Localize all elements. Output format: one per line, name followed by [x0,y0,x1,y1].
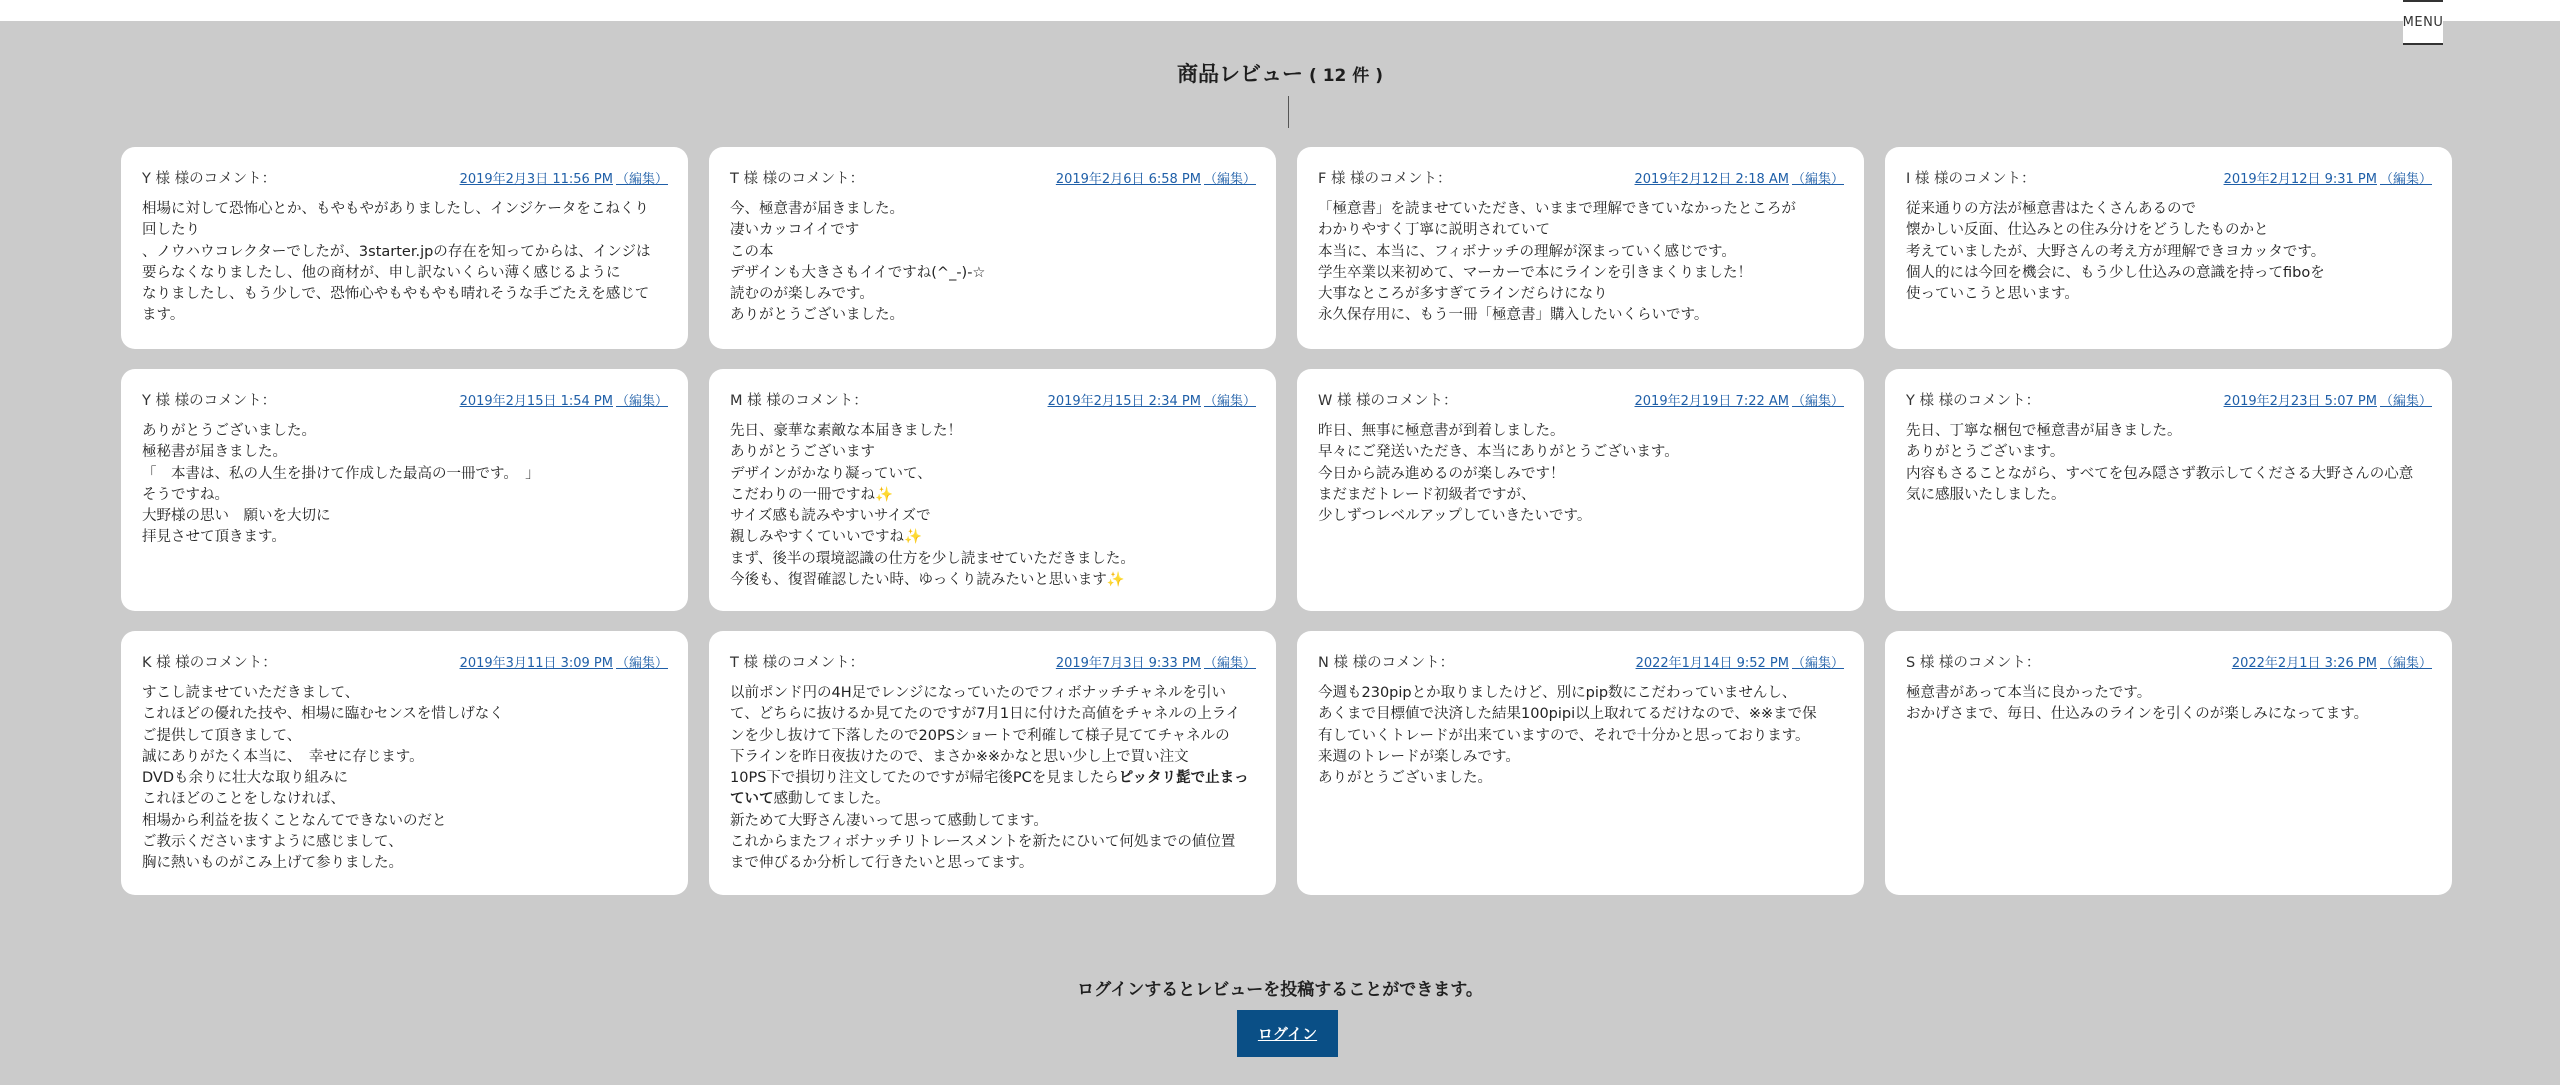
review-edit-link[interactable]: （編集） [1203,394,1256,409]
review-card [121,147,688,349]
login-button[interactable]: ログイン [1237,1010,1338,1057]
review-meta [460,168,668,187]
review-edit-link[interactable]: （編集） [1203,656,1256,671]
header-divider [1288,96,1289,128]
review-header [730,389,1256,410]
comment-line: わかりやすく丁寧に説明されていて [1318,222,1550,239]
comment-line: 新ためて大野さん凄いって思って感動してます。 [730,812,1048,829]
review-author: Y 様 様のコメント： [142,393,277,409]
comment-line: ご提供して頂きまして、 [142,727,302,744]
comment-line: 誠にありがたく本当に、 幸せに存じます。 [142,748,424,765]
review-header [730,651,1256,672]
review-edit-link[interactable]: （編集） [1791,656,1844,671]
review-header [142,167,668,188]
review-header [730,167,1256,188]
comment-line: まで伸びるか分析して行きたいと思ってます。 [730,855,1034,872]
comment-text: 親しみやすくていいですね [730,529,904,546]
review-comment [1906,683,2432,726]
comment-line: 要らなくなりましたし、他の商材が、申し訳ないくらい薄く感じるように [142,264,621,281]
review-edit-link[interactable]: （編集） [615,656,668,671]
comment-line: 有していくトレードが出来ていますので、それで十分かと思っております。 [1318,727,1810,744]
review-count: ( 12 件 ) [1309,66,1383,86]
comment-line: て、どちらに抜けるか見てたのですが7月1日に付けた高値をチャネルの上ライ [730,706,1241,723]
review-meta [1635,390,1844,409]
comment-line: これほどのことをしなければ、 [142,791,345,808]
comment-line: ンを少し抜けて下落したので20PSショートで利確して様子見ててチャネルの [730,727,1230,744]
comment-line: まず、後半の環境認識の仕方を少し読ませていただきました。 [730,550,1135,567]
comment-line: 「極意書」を読ませていただき、いままで理解できていなかったところが [1318,201,1796,217]
section-header [0,58,2560,88]
review-meta [2232,652,2432,671]
comment-line: 来週のトレードが楽しみです。 [1318,748,1520,765]
section-title: 商品レビュー [1177,62,1304,86]
comment-line: 今日から読み進めるのが楽しみです！ [1318,465,1565,482]
review-author: Y 様 様のコメント： [142,171,277,187]
review-card [121,631,688,895]
comment-line: ありがとうございます。 [1906,444,2065,461]
review-comment [730,683,1256,875]
comment-line: 大事なところが多すぎてラインだらけになり [1318,286,1608,303]
review-header [1906,389,2432,410]
review-date-link[interactable]: 2019年2月12日 9:31 PM [2223,172,2377,187]
review-date-link[interactable]: 2019年3月11日 3:09 PM [459,656,613,671]
menu-label: MENU [2402,15,2444,30]
review-edit-link[interactable]: （編集） [615,172,668,187]
review-date-link[interactable]: 2019年2月12日 2:18 AM [1634,172,1789,187]
comment-line: 先日、豪華な素敵な本届きました！ [730,423,962,439]
review-header [1318,651,1844,672]
review-author: S 様 様のコメント： [1906,655,2041,671]
comment-line: 相場に対して恐怖心とか、もやもやがありましたし、インジケータをこねくり [142,201,649,217]
review-author: Y 様 様のコメント： [1906,393,2041,409]
review-header [1318,389,1844,410]
review-author: F 様 様のコメント： [1318,171,1452,187]
review-header [142,389,668,410]
comment-line: 永久保存用に、もう一冊「極意書」購入したいくらいです。 [1318,307,1709,324]
comment-bold-text: ピッタリ髭で止まっていて [730,770,1249,808]
comment-line [730,527,1256,548]
review-meta [1048,390,1256,409]
comment-line [730,570,1256,591]
comment-line: 早々にご発送いただき、本当にありがとうございます。 [1318,444,1679,461]
comment-line: 少しずつレベルアップしていきたいです。 [1318,508,1592,525]
review-author: M 様 様のコメント： [730,393,868,409]
comment-line: 使っていこうと思います。 [1906,286,2079,303]
sparkle-icon: ✨ [875,486,894,503]
comment-line: 先日、丁寧な梱包で極意書が届きました。 [1906,423,2182,439]
sparkle-icon: ✨ [904,529,923,546]
review-comment [142,199,668,327]
comment-line: これほどの優れた技や、相場に臨むセンスを惜しげなく [142,706,504,723]
review-meta [1056,168,1256,187]
review-card [1885,147,2452,349]
review-header [1318,167,1844,188]
review-date-link[interactable]: 2019年2月19日 7:22 AM [1634,394,1789,409]
review-comment [1906,199,2432,305]
review-meta [1056,652,1256,671]
comment-line [730,768,1256,811]
comment-text: 感動してました。 [773,791,890,808]
review-edit-link[interactable]: （編集） [2379,656,2432,671]
review-card [709,369,1276,611]
comment-line: 下ラインを昨日夜抜けたので、まさか※※かなと思い少し上で買い注文 [730,748,1189,765]
review-meta [2224,168,2432,187]
review-grid [121,147,2453,895]
comment-line: サイズ感も読みやすいサイズで [730,508,931,525]
comment-line: なりましたし、もう少しで、恐怖心やもやもやも晴れそうな手ごたえを感じて [142,286,650,303]
comment-line: 今、極意書が届きました。 [730,201,904,217]
review-card [121,369,688,611]
review-date-link[interactable]: 2019年2月23日 5:07 PM [2223,394,2377,409]
review-card [1885,369,2452,611]
comment-line: おかげさまで、毎日、仕込みのラインを引くのが楽しみになってます。 [1906,706,2369,723]
review-date-link[interactable]: 2022年2月1日 3:26 PM [2231,656,2377,671]
review-meta [460,652,668,671]
comment-line: 個人的には今回を機会に、もう少し仕込みの意識を持ってfiboを [1906,264,2325,281]
review-comment [1318,421,1844,527]
comment-line: 従来通りの方法が極意書はたくさんあるので [1906,201,2196,217]
review-card [1297,369,1864,611]
comment-line: この本 [730,243,774,260]
comment-line: ありがとうございます [730,444,875,461]
comment-line: 今週も230pipとか取りましたけど、別にpip数にこだわっていませんし、 [1318,685,1797,701]
review-author: W 様 様のコメント： [1318,393,1458,409]
review-date-link[interactable]: 2019年2月15日 1:54 PM [459,394,613,409]
review-author: K 様 様のコメント： [142,655,277,671]
comment-line: 極意書があって本当に良かったです。 [1906,685,2152,701]
comment-line: 回したり [142,222,200,239]
review-header [1906,167,2432,188]
comment-line: ありがとうございました。 [730,307,904,324]
comment-line: これからまたフィボナッチリトレースメントを新たにひいて何処までの値位置 [730,834,1236,851]
comment-line: 拝見させて頂きます。 [142,529,286,546]
review-date-link[interactable]: 2022年1月14日 9:52 PM [1635,656,1789,671]
comment-line: 考えていましたが、大野さんの考え方が理解できヨカッタです。 [1906,243,2326,260]
review-comment [1318,683,1844,789]
comment-line: すこし読ませていただきまして、 [142,685,360,701]
comment-line: 本当に、本当に、フィボナッチの理解が深まっていく感じです。 [1318,243,1736,260]
comment-line [730,485,1256,506]
review-header [142,651,668,672]
comment-line: まだまだトレード初級者ですが、 [1318,486,1536,503]
comment-line: ありがとうございました。 [142,423,316,439]
comment-line: デザインがかなり凝っていて、 [730,465,932,482]
review-meta [1636,652,1844,671]
comment-line: 凄いカッコイイです [730,222,860,239]
comment-line: 読むのが楽しみです。 [730,286,874,303]
comment-line: DVDも余りに壮大な取り組みに [142,770,348,787]
review-meta [1635,168,1844,187]
comment-line: 、ノウハウコレクターでしたが、3starter.jpの存在を知ってからは、インジは [142,243,651,260]
review-comment [730,199,1256,327]
comment-line: 大野様の思い 願いを大切に [142,508,331,525]
comment-text: 今後も、復習確認したい時、ゆっくり読みたいと思います [730,572,1107,589]
comment-line: 昨日、無事に極意書が到着しました。 [1318,423,1565,439]
comment-line: 内容もさることながら、すべてを包み隠さず教示してくださる大野さんの心意 [1906,465,2414,482]
comment-line: 懐かしい反面、仕込みとの住み分けをどうしたものかと [1906,222,2269,239]
top-bar [0,0,2560,21]
comment-text: 10PS下で損切り注文してたのですが帰宅後PCを見ましたら [730,770,1119,787]
review-card [1297,631,1864,895]
review-date-link[interactable]: 2019年2月15日 2:34 PM [1047,394,1201,409]
comment-line: そうですね。 [142,486,229,503]
review-comment [142,683,668,875]
comment-line: あくまで目標値で決済した結果100pipi以上取れてるだけなので、※※まで保 [1318,706,1817,723]
review-author: T 様 様のコメント： [730,655,865,671]
review-card [709,631,1276,895]
comment-line: 極秘書が届きました。 [142,444,287,461]
sparkle-icon: ✨ [1106,572,1125,589]
comment-line: 気に感服いたしました。 [1906,486,2066,503]
comment-line: 「 本書は、私の人生を掛けて作成した最高の一冊です。 」 [142,465,540,482]
menu-button[interactable] [2403,0,2443,45]
review-comment [142,421,668,549]
review-date-link[interactable]: 2019年2月3日 11:56 PM [459,172,613,187]
review-edit-link[interactable]: （編集） [2379,394,2432,409]
review-edit-link[interactable]: （編集） [615,394,668,409]
review-date-link[interactable]: 2019年7月3日 9:33 PM [1055,656,1201,671]
review-edit-link[interactable]: （編集） [1203,172,1256,187]
review-author: N 様 様のコメント： [1318,655,1455,671]
comment-line: 胸に熱いものがこみ上げて参りました。 [142,855,403,872]
review-edit-link[interactable]: （編集） [1791,394,1844,409]
comment-text: こだわりの一冊ですね [730,486,875,503]
review-header [1906,651,2432,672]
review-card [1885,631,2452,895]
login-note: ログインするとレビューを投稿することができます。 [1077,980,1483,1000]
review-edit-link[interactable]: （編集） [2379,172,2432,187]
review-author: I 様 様のコメント： [1906,171,2036,187]
review-comment [730,421,1256,591]
comment-line: ありがとうございました。 [1318,770,1492,787]
comment-line: デザインも大きさもイイですね(^_-)-☆ [730,264,986,281]
review-author: T 様 様のコメント： [730,171,865,187]
comment-line: 以前ポンド円の4H足でレンジになっていたのでフィボナッチチャネルを引い [730,685,1227,701]
review-meta [2224,390,2432,409]
review-comment [1318,199,1844,327]
review-card [1297,147,1864,349]
review-card [709,147,1276,349]
review-comment [1906,421,2432,506]
review-date-link[interactable]: 2019年2月6日 6:58 PM [1055,172,1201,187]
comment-line: 相場から利益を抜くことなんてできないのだと [142,812,447,829]
comment-line: ご教示くださいますように感じまして、 [142,834,403,851]
comment-line: ます。 [142,307,185,324]
review-edit-link[interactable]: （編集） [1791,172,1844,187]
review-meta [460,390,668,409]
comment-line: 学生卒業以来初めて、マーカーで本にラインを引きまくりました！ [1318,264,1752,281]
